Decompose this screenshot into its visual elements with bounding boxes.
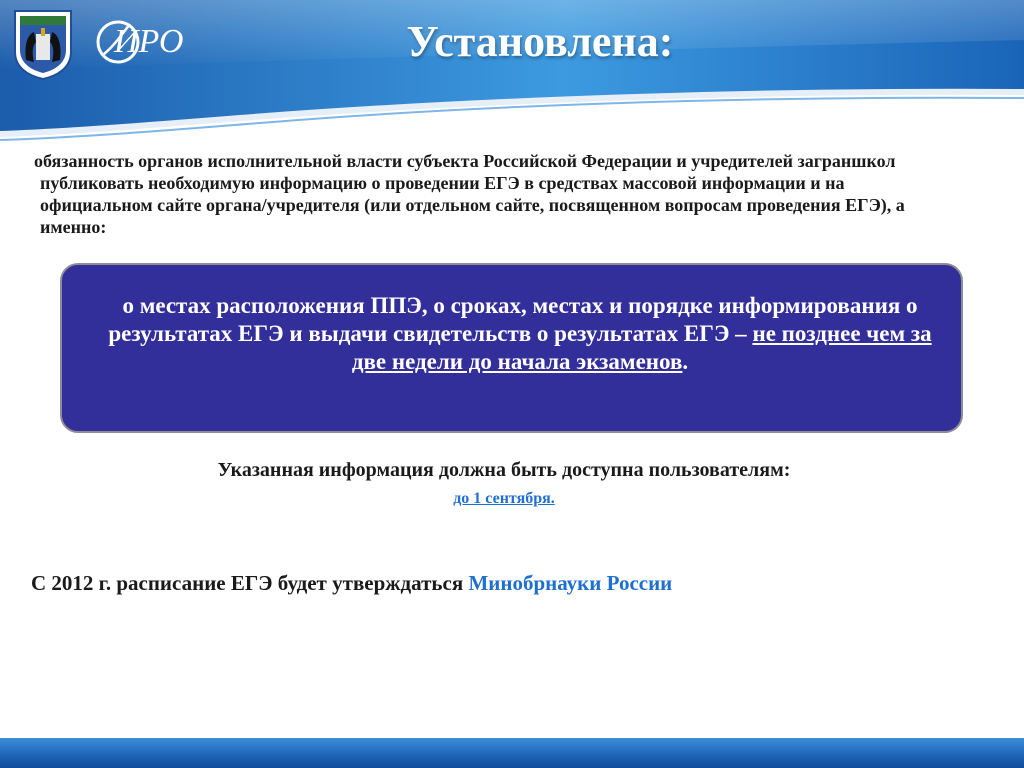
schedule-text: С 2012 г. расписание ЕГЭ будет утверждаться (31, 571, 469, 595)
intro-paragraph: обязанность органов исполнительной власти субъекта Российской Федерации и учредителей заграншкол публиковать необходимую информацию о проведении ЕГЭ в средствах массовой информации и на официальном сайте органа/учредителя (или отдельном сайте, посвященном вопросам проведения ЕГЭ), а именно: (34, 151, 905, 237)
coat-of-arms-icon (12, 8, 74, 80)
logo-text: ИРО (114, 23, 184, 60)
footer-bar (0, 738, 1024, 768)
deadline-link[interactable]: до 1 сентября. (453, 490, 555, 507)
highlight-box-text (90, 292, 950, 376)
box-text-underlined: не позднее чем за две недели до начала экзаменов (351, 321, 932, 374)
iro-logo (96, 16, 204, 68)
page-title: Установлена: (406, 17, 674, 66)
deadline-line (100, 490, 908, 508)
schedule-statement (31, 571, 931, 596)
box-text-main: о местах расположения ППЭ, о сроках, местах и порядке информирования о результатах ЕГЭ и выдачи свидетельств о результатах ЕГЭ – (108, 293, 918, 346)
slide-header (0, 0, 1024, 150)
box-text-end: . (682, 349, 689, 374)
ministry-name: Минобрнауки России (468, 571, 673, 595)
access-statement: Указанная информация должна быть доступна пользователям: (217, 459, 791, 481)
